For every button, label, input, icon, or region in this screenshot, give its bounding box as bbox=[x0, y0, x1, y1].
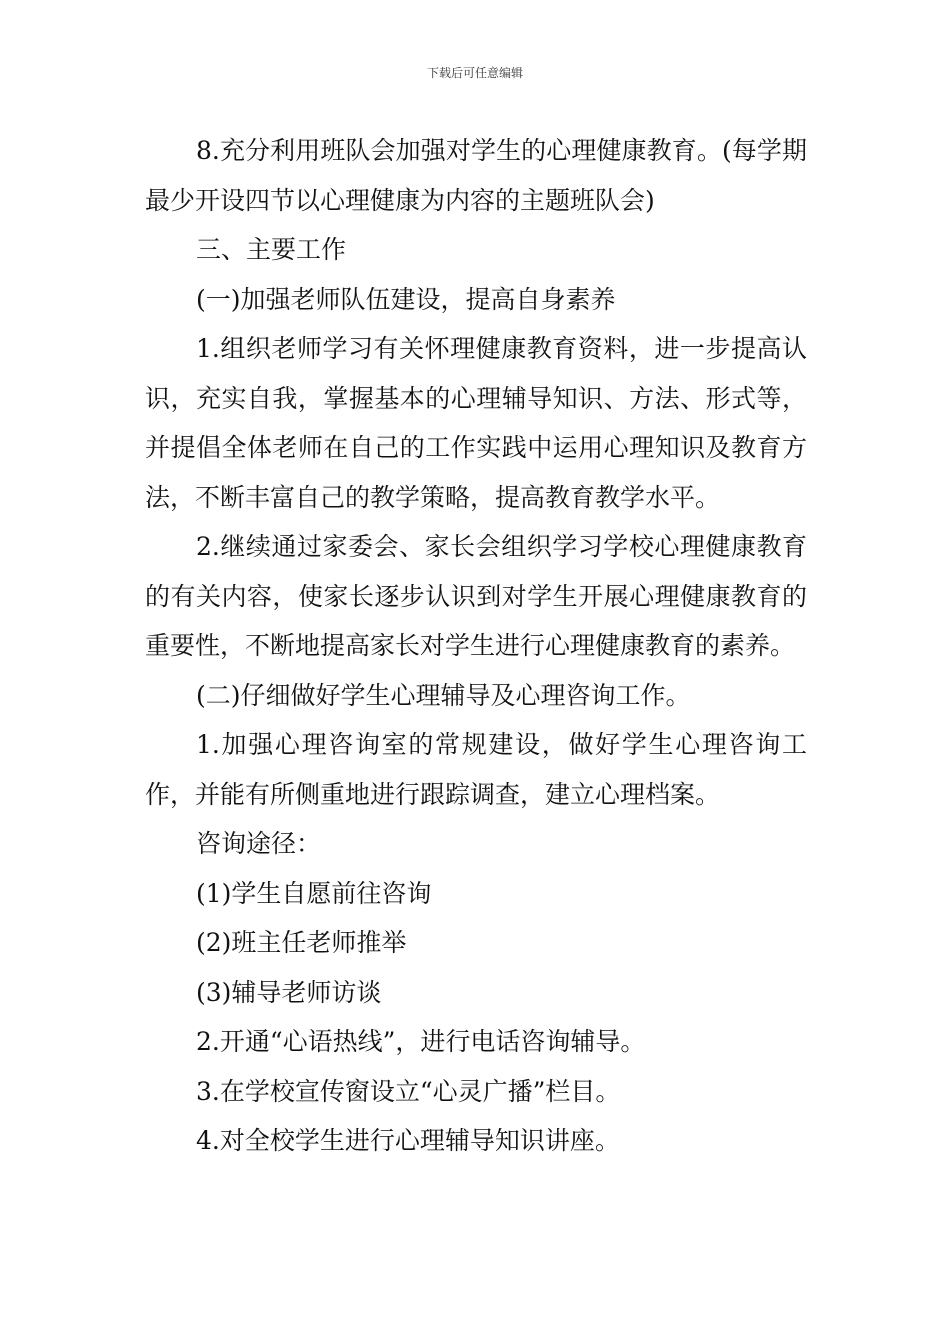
section-heading-main-work: 三、主要工作 bbox=[196, 235, 347, 264]
paragraph-hotline: 2.开通“心语热线”，进行电话咨询辅导。 bbox=[196, 1027, 646, 1056]
document-body bbox=[145, 126, 807, 1166]
paragraph-lecture: 4.对全校学生进行心理辅导知识讲座。 bbox=[196, 1126, 620, 1155]
subsection-heading-teacher-team: (一)加强老师队伍建设，提高自身素养 bbox=[196, 284, 616, 314]
paragraph-broadcast-column: 3.在学校宣传窗设立“心灵广播”栏目。 bbox=[196, 1076, 621, 1106]
subsection-heading-counseling: (二)仔细做好学生心理辅导及心理咨询工作。 bbox=[196, 680, 691, 710]
page-header: 下载后可任意编辑 bbox=[426, 66, 523, 80]
list-item-voluntary: (1)学生自愿前往咨询 bbox=[196, 878, 432, 908]
paragraph-teacher-study: 1.组织老师学习有关怀理健康教育资料，进一步提高认识，充实自我，掌握基本的心理辅导知识、方法、形式等，并提倡全体老师在自己的工作实践中运用心理知识及教育方法，不断丰富自己的教学策略，提高教育教学水平。 bbox=[145, 334, 807, 512]
paragraph-parent-committee: 2.继续通过家委会、家长会组织学习学校心理健康教育的有关内容，使家长逐步认识到对学生开展心理健康教育的重要性，不断地提高家长对学生进行心理健康教育的素养。 bbox=[145, 532, 807, 660]
list-item-teacher-referral: (2)班主任老师推举 bbox=[196, 928, 407, 957]
paragraph-counseling-room: 1.加强心理咨询室的常规建设，做好学生心理咨询工作，并能有所侧重地进行跟踪调查，建立心理档案。 bbox=[145, 730, 807, 809]
list-item-counselor-interview: (3)辅导老师访谈 bbox=[196, 977, 382, 1007]
paragraph-item-8: 8.充分利用班队会加强对学生的心理健康教育。(每学期最少开设四节以心理健康为内容的主题班队会) bbox=[145, 136, 807, 215]
paragraph-counseling-channels-label: 咨询途径： bbox=[196, 829, 322, 858]
